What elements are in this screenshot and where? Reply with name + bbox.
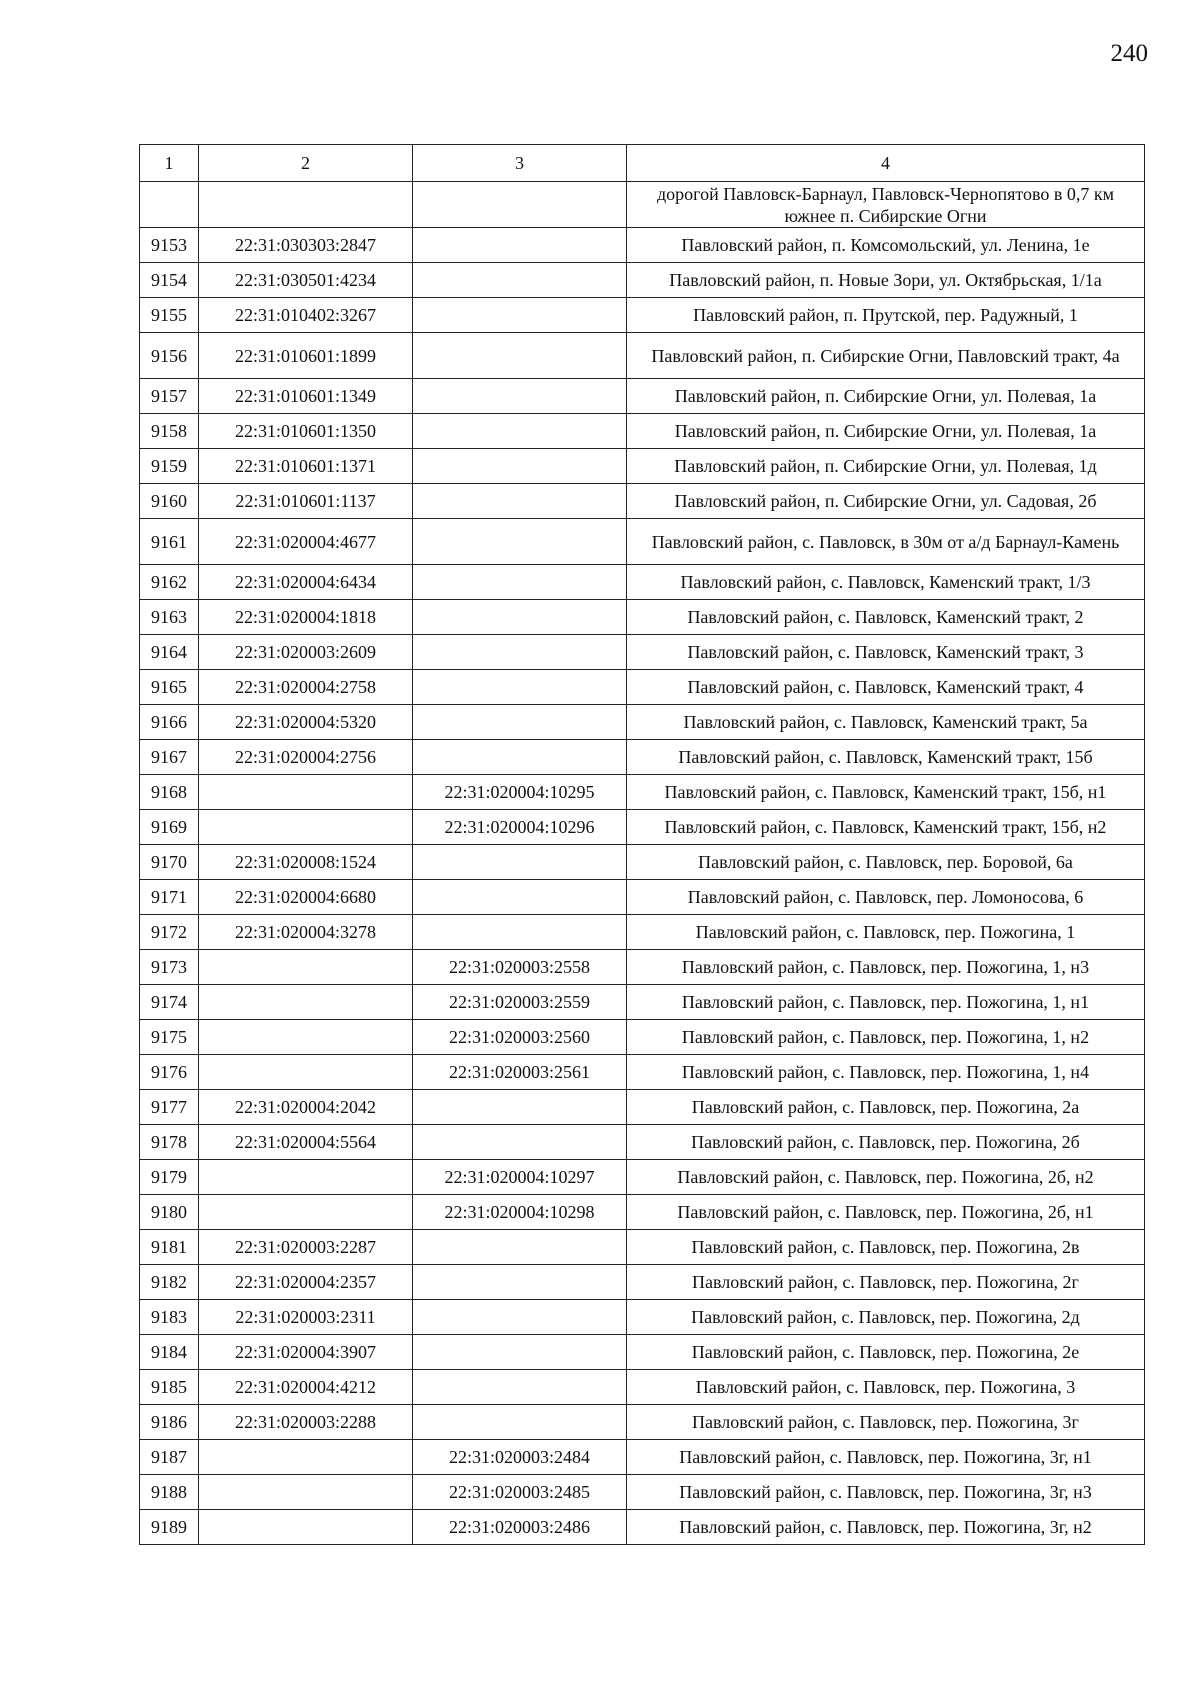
row-number-cell: 9183 (140, 1300, 199, 1335)
column-2-cell: 22:31:020003:2609 (199, 635, 413, 670)
column-3-cell (413, 915, 627, 950)
address-cell: Павловский район, с. Павловск, пер. Пожогина, 3г, н2 (627, 1510, 1145, 1545)
address-cell: Павловский район, с. Павловск, пер. Пожогина, 2г (627, 1265, 1145, 1300)
column-2-cell: 22:31:020004:2042 (199, 1090, 413, 1125)
address-cell: Павловский район, с. Павловск, пер. Боровой, 6а (627, 845, 1145, 880)
column-3-cell: 22:31:020004:10297 (413, 1160, 627, 1195)
address-cell: Павловский район, с. Павловск, пер. Пожогина, 3г (627, 1405, 1145, 1440)
column-header-2: 2 (199, 145, 413, 182)
column-3-cell (413, 449, 627, 484)
column-3-cell (413, 1125, 627, 1160)
column-2-cell: 22:31:010601:1349 (199, 379, 413, 414)
row-number-cell: 9153 (140, 228, 199, 263)
column-2-cell: 22:31:020004:2758 (199, 670, 413, 705)
table-row (140, 1160, 1145, 1195)
row-number-cell: 9178 (140, 1125, 199, 1160)
table-row (140, 379, 1145, 414)
address-cell: Павловский район, с. Павловск, Каменский тракт, 15б, н2 (627, 810, 1145, 845)
column-2-cell: 22:31:030303:2847 (199, 228, 413, 263)
table-row (140, 1405, 1145, 1440)
table-row (140, 950, 1145, 985)
address-cell: Павловский район, с. Павловск, пер. Пожогина, 3г, н3 (627, 1475, 1145, 1510)
column-2-cell (199, 182, 413, 228)
column-2-cell: 22:31:020004:3278 (199, 915, 413, 950)
address-cell: Павловский район, с. Павловск, пер. Пожогина, 1, н2 (627, 1020, 1145, 1055)
table-row (140, 1440, 1145, 1475)
column-3-cell (413, 1265, 627, 1300)
table-row (140, 635, 1145, 670)
address-cell: Павловский район, п. Прутской, пер. Радужный, 1 (627, 298, 1145, 333)
table-row (140, 915, 1145, 950)
registry-table (139, 144, 1145, 1545)
table-row (140, 775, 1145, 810)
column-2-cell: 22:31:020003:2288 (199, 1405, 413, 1440)
column-2-cell: 22:31:020004:4212 (199, 1370, 413, 1405)
column-3-cell: 22:31:020003:2561 (413, 1055, 627, 1090)
column-3-cell (413, 333, 627, 379)
row-number-cell: 9180 (140, 1195, 199, 1230)
column-3-cell: 22:31:020003:2486 (413, 1510, 627, 1545)
address-cell: Павловский район, с. Павловск, пер. Пожогина, 2д (627, 1300, 1145, 1335)
column-2-cell: 22:31:020003:2311 (199, 1300, 413, 1335)
column-3-cell (413, 484, 627, 519)
row-number-cell: 9162 (140, 565, 199, 600)
address-cell: Павловский район, с. Павловск, пер. Пожогина, 2б, н2 (627, 1160, 1145, 1195)
address-cell: Павловский район, с. Павловск, Каменский тракт, 15б (627, 740, 1145, 775)
address-cell: Павловский район, с. Павловск, пер. Пожогина, 2в (627, 1230, 1145, 1265)
address-cell: Павловский район, с. Павловск, Каменский тракт, 2 (627, 600, 1145, 635)
row-number-cell: 9166 (140, 705, 199, 740)
column-2-cell (199, 1195, 413, 1230)
row-number-cell: 9157 (140, 379, 199, 414)
column-2-cell: 22:31:010402:3267 (199, 298, 413, 333)
column-header-1: 1 (140, 145, 199, 182)
address-cell: Павловский район, с. Павловск, пер. Пожогина, 1, н1 (627, 985, 1145, 1020)
column-2-cell (199, 950, 413, 985)
row-number-cell: 9189 (140, 1510, 199, 1545)
table-row (140, 670, 1145, 705)
column-3-cell (413, 414, 627, 449)
table-row (140, 263, 1145, 298)
column-3-cell (413, 880, 627, 915)
column-3-cell (413, 1335, 627, 1370)
row-number-cell: 9187 (140, 1440, 199, 1475)
address-cell: Павловский район, п. Сибирские Огни, ул. Полевая, 1д (627, 449, 1145, 484)
column-2-cell (199, 1160, 413, 1195)
address-cell: Павловский район, с. Павловск, пер. Пожогина, 2б (627, 1125, 1145, 1160)
table-row (140, 1230, 1145, 1265)
address-cell: Павловский район, с. Павловск, Каменский тракт, 4 (627, 670, 1145, 705)
row-number-cell: 9158 (140, 414, 199, 449)
row-number-cell: 9154 (140, 263, 199, 298)
table-row (140, 298, 1145, 333)
table-row (140, 880, 1145, 915)
table-row (140, 845, 1145, 880)
row-number-cell: 9164 (140, 635, 199, 670)
column-2-cell (199, 1440, 413, 1475)
column-2-cell: 22:31:020008:1524 (199, 845, 413, 880)
address-cell: дорогой Павловск-Барнаул, Павловск-Чернопятово в 0,7 км южнее п. Сибирские Огни (627, 182, 1145, 228)
column-2-cell: 22:31:020004:6680 (199, 880, 413, 915)
column-2-cell: 22:31:030501:4234 (199, 263, 413, 298)
address-cell: Павловский район, с. Павловск, Каменский тракт, 15б, н1 (627, 775, 1145, 810)
address-cell: Павловский район, с. Павловск, Каменский тракт, 3 (627, 635, 1145, 670)
row-number-cell: 9179 (140, 1160, 199, 1195)
column-2-cell: 22:31:020004:4677 (199, 519, 413, 565)
column-3-cell: 22:31:020003:2560 (413, 1020, 627, 1055)
address-cell: Павловский район, с. Павловск, пер. Пожогина, 1, н3 (627, 950, 1145, 985)
row-number-cell: 9188 (140, 1475, 199, 1510)
row-number-cell: 9161 (140, 519, 199, 565)
address-cell: Павловский район, с. Павловск, Каменский тракт, 5а (627, 705, 1145, 740)
row-number-cell: 9165 (140, 670, 199, 705)
row-number-cell: 9163 (140, 600, 199, 635)
table-row (140, 1020, 1145, 1055)
address-cell: Павловский район, п. Комсомольский, ул. Ленина, 1е (627, 228, 1145, 263)
table-row (140, 182, 1145, 228)
column-3-cell (413, 635, 627, 670)
table-row (140, 1510, 1145, 1545)
row-number-cell: 9160 (140, 484, 199, 519)
column-3-cell: 22:31:020003:2558 (413, 950, 627, 985)
table-row (140, 333, 1145, 379)
column-3-cell (413, 845, 627, 880)
address-cell: Павловский район, с. Павловск, Каменский тракт, 1/3 (627, 565, 1145, 600)
column-2-cell (199, 1020, 413, 1055)
row-number-cell: 9175 (140, 1020, 199, 1055)
table-row (140, 1475, 1145, 1510)
row-number-cell: 9169 (140, 810, 199, 845)
column-3-cell: 22:31:020003:2484 (413, 1440, 627, 1475)
column-3-cell: 22:31:020003:2559 (413, 985, 627, 1020)
column-2-cell: 22:31:010601:1371 (199, 449, 413, 484)
column-2-cell: 22:31:010601:1137 (199, 484, 413, 519)
table-row (140, 484, 1145, 519)
column-3-cell (413, 1370, 627, 1405)
row-number-cell (140, 182, 199, 228)
row-number-cell: 9170 (140, 845, 199, 880)
column-2-cell (199, 1510, 413, 1545)
table-row (140, 1055, 1145, 1090)
column-2-cell: 22:31:020004:6434 (199, 565, 413, 600)
row-number-cell: 9182 (140, 1265, 199, 1300)
table-row (140, 705, 1145, 740)
column-3-cell (413, 263, 627, 298)
table-row (140, 810, 1145, 845)
table-row (140, 1125, 1145, 1160)
column-3-cell (413, 379, 627, 414)
table-row (140, 740, 1145, 775)
table-row (140, 519, 1145, 565)
row-number-cell: 9185 (140, 1370, 199, 1405)
column-3-cell (413, 1230, 627, 1265)
column-2-cell: 22:31:020004:5564 (199, 1125, 413, 1160)
address-cell: Павловский район, п. Сибирские Огни, Павловский тракт, 4а (627, 333, 1145, 379)
header-row (140, 145, 1145, 182)
row-number-cell: 9155 (140, 298, 199, 333)
column-2-cell: 22:31:010601:1899 (199, 333, 413, 379)
column-3-cell (413, 182, 627, 228)
column-2-cell: 22:31:020003:2287 (199, 1230, 413, 1265)
table-row (140, 985, 1145, 1020)
column-3-cell: 22:31:020004:10296 (413, 810, 627, 845)
address-cell: Павловский район, п. Сибирские Огни, ул. Полевая, 1а (627, 379, 1145, 414)
table-row (140, 1090, 1145, 1125)
column-3-cell (413, 298, 627, 333)
table-row (140, 1300, 1145, 1335)
column-3-cell (413, 740, 627, 775)
row-number-cell: 9167 (140, 740, 199, 775)
address-cell: Павловский район, с. Павловск, пер. Пожогина, 2е (627, 1335, 1145, 1370)
column-3-cell: 22:31:020004:10295 (413, 775, 627, 810)
column-2-cell: 22:31:020004:3907 (199, 1335, 413, 1370)
table-row (140, 228, 1145, 263)
table-row (140, 1335, 1145, 1370)
row-number-cell: 9186 (140, 1405, 199, 1440)
column-3-cell: 22:31:020003:2485 (413, 1475, 627, 1510)
address-cell: Павловский район, с. Павловск, пер. Пожогина, 3г, н1 (627, 1440, 1145, 1475)
row-number-cell: 9177 (140, 1090, 199, 1125)
row-number-cell: 9181 (140, 1230, 199, 1265)
row-number-cell: 9172 (140, 915, 199, 950)
row-number-cell: 9176 (140, 1055, 199, 1090)
row-number-cell: 9174 (140, 985, 199, 1020)
row-number-cell: 9159 (140, 449, 199, 484)
address-cell: Павловский район, с. Павловск, в 30м от а/д Барнаул-Камень (627, 519, 1145, 565)
table-row (140, 414, 1145, 449)
column-3-cell (413, 519, 627, 565)
page-number: 240 (1110, 40, 1148, 67)
address-cell: Павловский район, с. Павловск, пер. Пожогина, 2б, н1 (627, 1195, 1145, 1230)
column-3-cell (413, 1300, 627, 1335)
column-2-cell (199, 1055, 413, 1090)
column-2-cell: 22:31:020004:1818 (199, 600, 413, 635)
address-cell: Павловский район, с. Павловск, пер. Пожогина, 3 (627, 1370, 1145, 1405)
column-3-cell (413, 600, 627, 635)
column-header-3: 3 (413, 145, 627, 182)
column-3-cell (413, 670, 627, 705)
table-row (140, 1370, 1145, 1405)
address-cell: Павловский район, с. Павловск, пер. Ломоносова, 6 (627, 880, 1145, 915)
column-header-4: 4 (627, 145, 1145, 182)
table-row (140, 600, 1145, 635)
address-cell: Павловский район, с. Павловск, пер. Пожогина, 2а (627, 1090, 1145, 1125)
address-cell: Павловский район, с. Павловск, пер. Пожогина, 1, н4 (627, 1055, 1145, 1090)
column-3-cell (413, 228, 627, 263)
address-cell: Павловский район, с. Павловск, пер. Пожогина, 1 (627, 915, 1145, 950)
address-cell: Павловский район, п. Сибирские Огни, ул. Полевая, 1а (627, 414, 1145, 449)
column-2-cell (199, 985, 413, 1020)
column-2-cell (199, 810, 413, 845)
column-2-cell: 22:31:020004:5320 (199, 705, 413, 740)
address-cell: Павловский район, п. Сибирские Огни, ул. Садовая, 2б (627, 484, 1145, 519)
column-2-cell: 22:31:010601:1350 (199, 414, 413, 449)
row-number-cell: 9173 (140, 950, 199, 985)
row-number-cell: 9184 (140, 1335, 199, 1370)
table-row (140, 1195, 1145, 1230)
table-body (140, 182, 1145, 1545)
column-3-cell (413, 1090, 627, 1125)
column-3-cell: 22:31:020004:10298 (413, 1195, 627, 1230)
table-row (140, 565, 1145, 600)
column-2-cell: 22:31:020004:2756 (199, 740, 413, 775)
column-3-cell (413, 1405, 627, 1440)
table-row (140, 1265, 1145, 1300)
row-number-cell: 9168 (140, 775, 199, 810)
row-number-cell: 9171 (140, 880, 199, 915)
column-2-cell (199, 775, 413, 810)
column-2-cell (199, 1475, 413, 1510)
address-cell: Павловский район, п. Новые Зори, ул. Октябрьская, 1/1а (627, 263, 1145, 298)
table-row (140, 449, 1145, 484)
column-3-cell (413, 705, 627, 740)
column-2-cell: 22:31:020004:2357 (199, 1265, 413, 1300)
row-number-cell: 9156 (140, 333, 199, 379)
column-3-cell (413, 565, 627, 600)
